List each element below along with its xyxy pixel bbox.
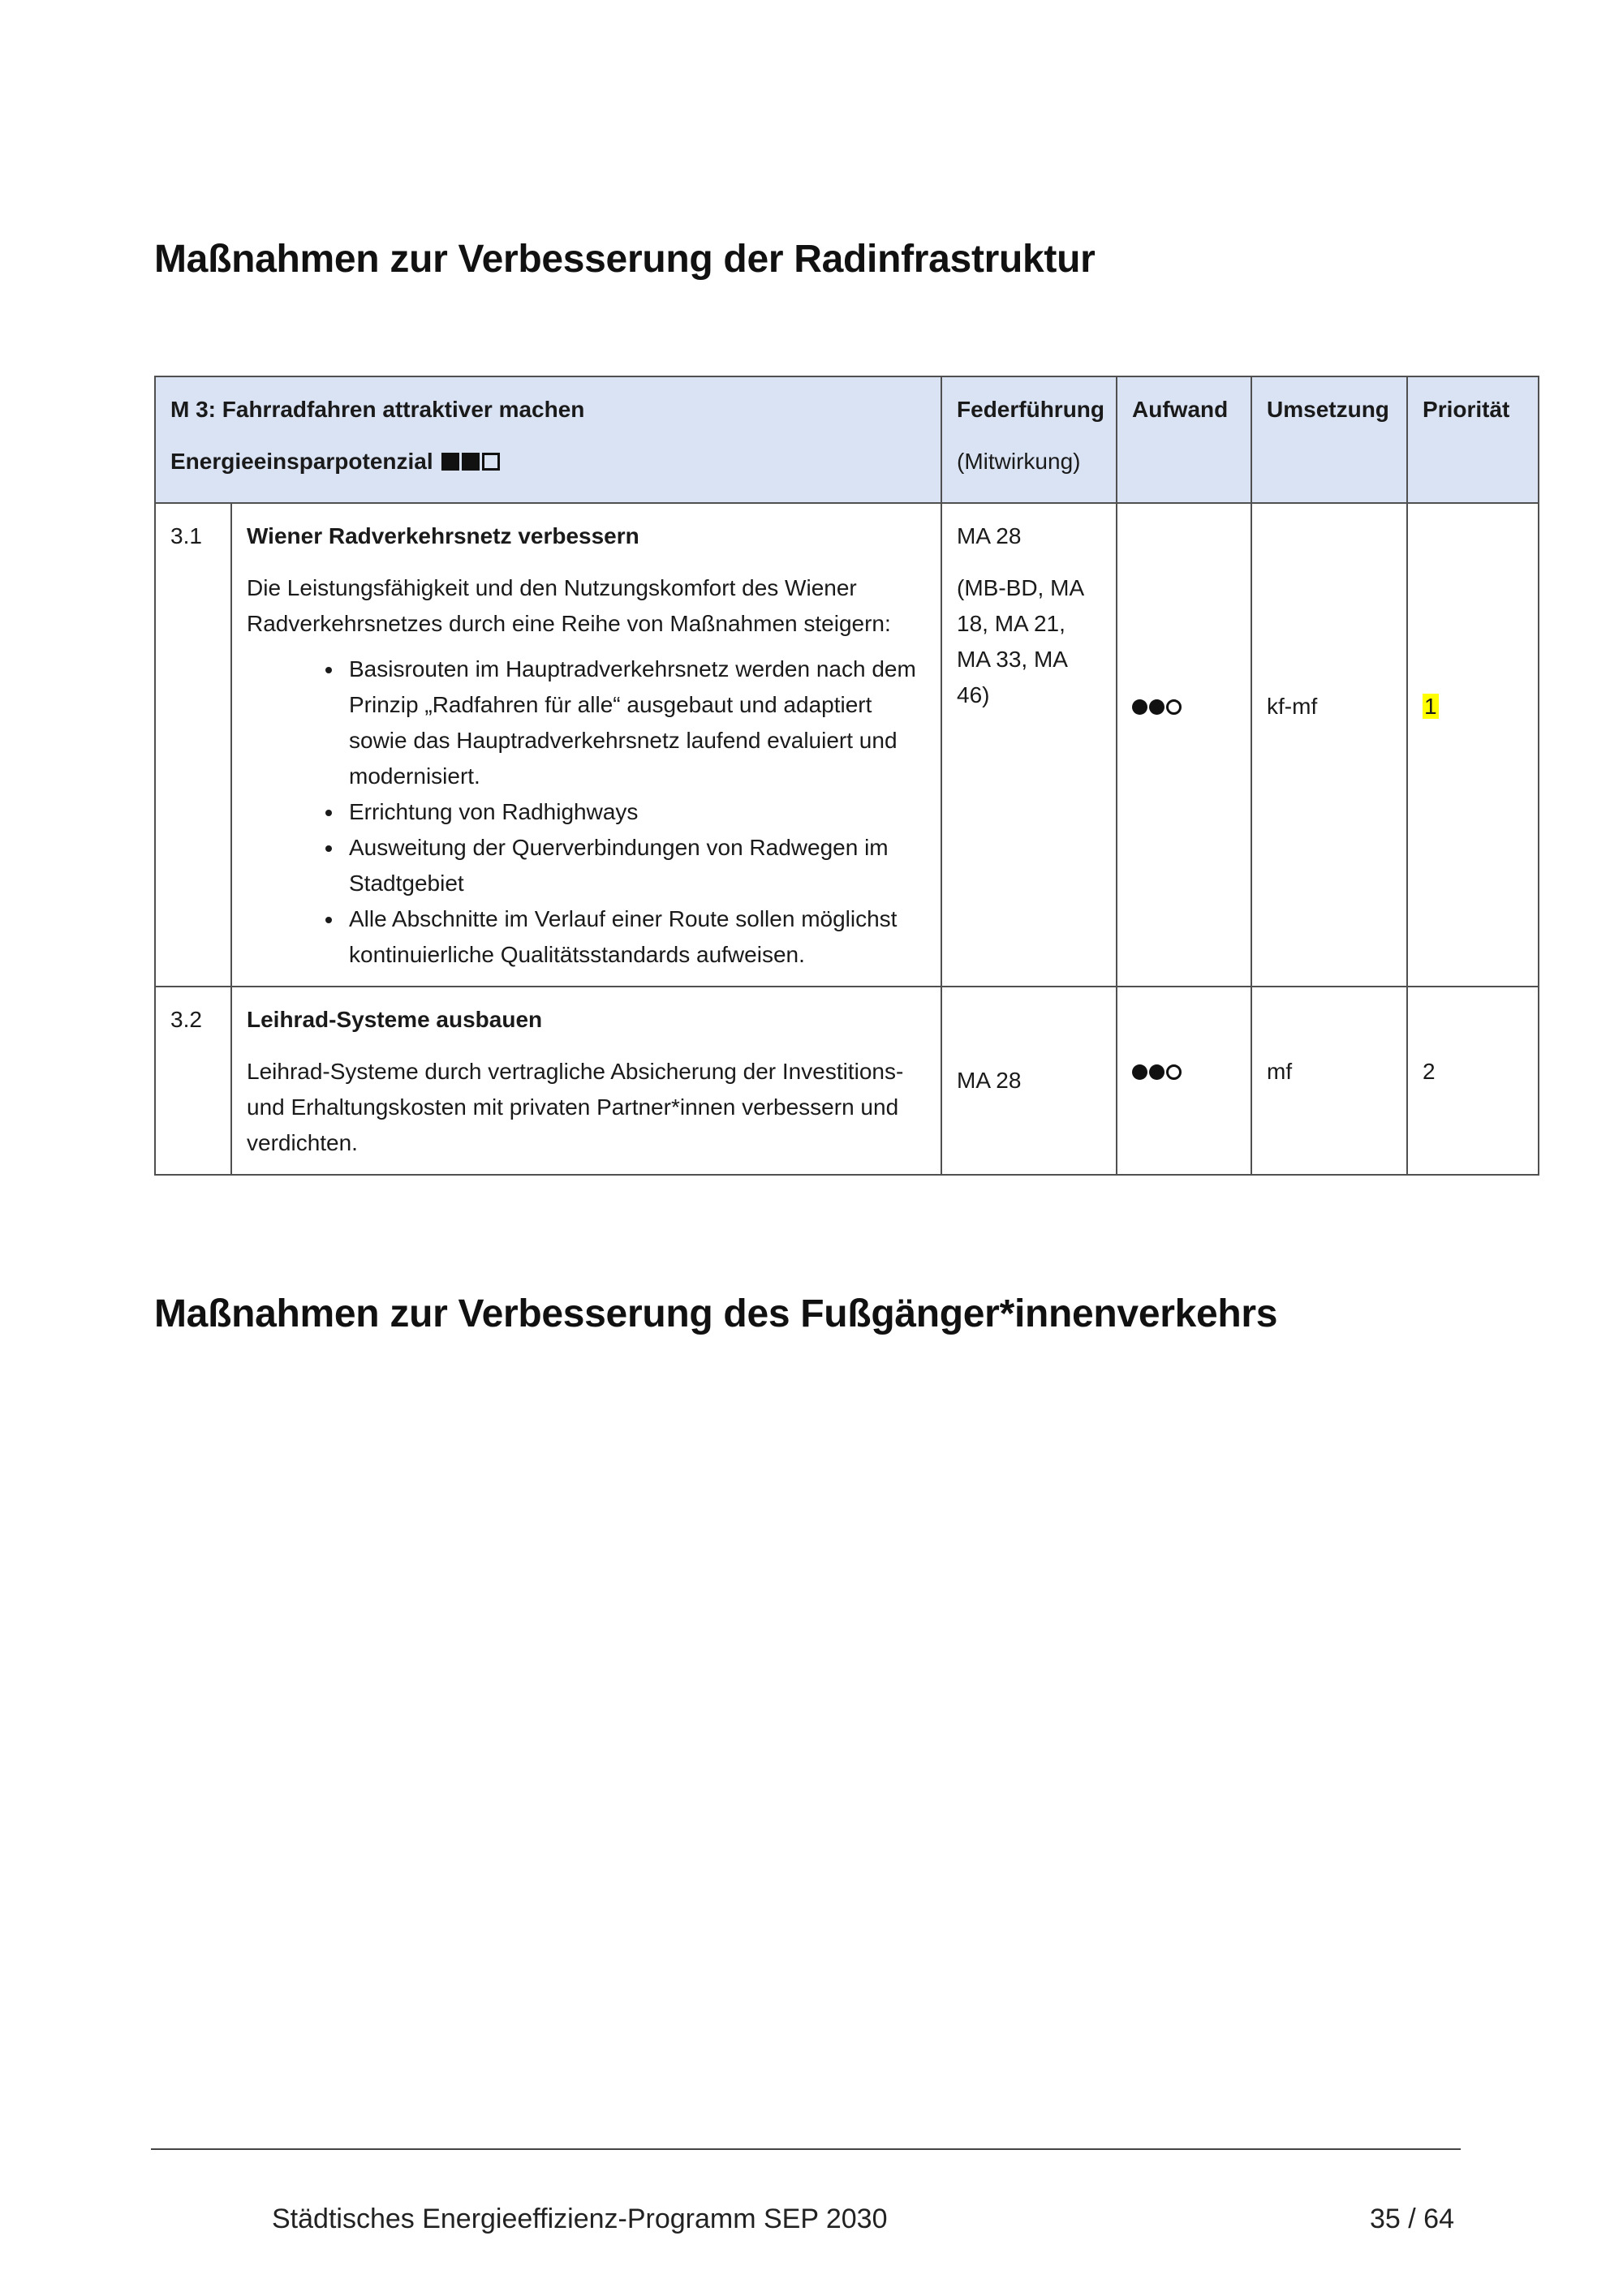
- header-federfuehrung: Federführung: [957, 397, 1105, 422]
- row-lead: [941, 503, 1117, 987]
- implementation-value: mf: [1267, 1059, 1293, 1084]
- effort-dot-empty: [1166, 699, 1182, 715]
- section-heading-radinfrastruktur: Maßnahmen zur Verbesserung der Radinfrastruktur: [154, 238, 1096, 281]
- effort-dot-empty: [1166, 1064, 1182, 1080]
- footer-page-number: 35 / 64: [1370, 2204, 1454, 2234]
- header-federfuehrung-cell: [941, 376, 1117, 503]
- row-effort: [1117, 987, 1251, 1175]
- list-item: • Basisrouten im Hauptradverkehrsnetz werden nach dem Prinzip „Radfahren für alle“ ausgebaut und adaptiert sowie das Hauptradverkehrsnetz laufend evaluiert und modernisiert.: [344, 651, 926, 794]
- measures-table: [154, 376, 1539, 1176]
- table-row-3-1: [155, 503, 1539, 987]
- measure-text: Leihrad-Systeme durch vertragliche Absicherung der Investitions- und Erhaltungskosten mit privaten Partner*innen verbessern und verdichten.: [247, 1059, 904, 1155]
- measure-name: Leihrad-Systeme ausbauen: [247, 1007, 543, 1032]
- row-number: 3.2: [155, 987, 231, 1175]
- section-heading-fussgaenger: Maßnahmen zur Verbesserung des Fußgänger*innenverkehrs: [154, 1292, 1278, 1335]
- effort-dot-filled: [1149, 1064, 1165, 1080]
- priority-value: 1: [1424, 694, 1437, 719]
- header-prioritaet: Priorität: [1407, 376, 1539, 503]
- effort-dot-filled: [1132, 1064, 1147, 1080]
- measure-text: Die Leistungsfähigkeit und den Nutzungskomfort des Wiener Radverkehrsnetzes durch eine Reihe von Maßnahmen steigern:: [247, 575, 891, 636]
- lead-department: MA 28: [957, 1068, 1022, 1093]
- measure-title: M 3: Fahrradfahren attraktiver machen: [170, 397, 585, 422]
- potential-square-filled: [441, 453, 459, 471]
- participating-departments: (MB-BD, MA 18, MA 21, MA 33, MA 46): [957, 575, 1083, 707]
- implementation-value: kf-mf: [1267, 694, 1318, 719]
- header-measure-cell: [155, 376, 941, 503]
- row-priority: [1407, 503, 1539, 987]
- effort-dot-filled: [1132, 699, 1147, 715]
- row-priority: [1407, 987, 1539, 1175]
- effort-dots: [1132, 697, 1183, 719]
- row-description: [231, 987, 941, 1175]
- header-mitwirkung: (Mitwirkung): [957, 449, 1081, 474]
- header-umsetzung: Umsetzung: [1251, 376, 1407, 503]
- table-header-row: [155, 376, 1539, 503]
- effort-dot-filled: [1149, 699, 1165, 715]
- list-item: • Errichtung von Radhighways: [344, 794, 926, 830]
- footer-divider: [151, 2148, 1461, 2150]
- row-effort: [1117, 503, 1251, 987]
- row-implementation: [1251, 503, 1407, 987]
- effort-dots: [1132, 1062, 1183, 1084]
- measure-bullet-list: [247, 651, 926, 973]
- table-row-3-2: [155, 987, 1539, 1175]
- potential-square-filled: [462, 453, 480, 471]
- row-number: 3.1: [155, 503, 231, 987]
- lead-department: MA 28: [957, 523, 1022, 548]
- energy-potential-squares: [439, 449, 500, 474]
- list-item: • Ausweitung der Querverbindungen von Radwegen im Stadtgebiet: [344, 830, 926, 901]
- footer-document-title: Städtisches Energieeffizienz-Programm SEP 2030: [272, 2204, 888, 2234]
- row-description: [231, 503, 941, 987]
- energy-potential-label: Energieeinsparpotenzial: [170, 449, 433, 474]
- row-implementation: [1251, 987, 1407, 1175]
- priority-value: 2: [1423, 1059, 1436, 1084]
- header-aufwand: Aufwand: [1117, 376, 1251, 503]
- measure-name: Wiener Radverkehrsnetz verbessern: [247, 523, 639, 548]
- potential-square-empty: [482, 453, 500, 471]
- row-lead: [941, 987, 1117, 1175]
- list-item: • Alle Abschnitte im Verlauf einer Route sollen möglichst kontinuierliche Qualitätsstandards aufweisen.: [344, 901, 926, 973]
- energy-potential: [170, 444, 926, 479]
